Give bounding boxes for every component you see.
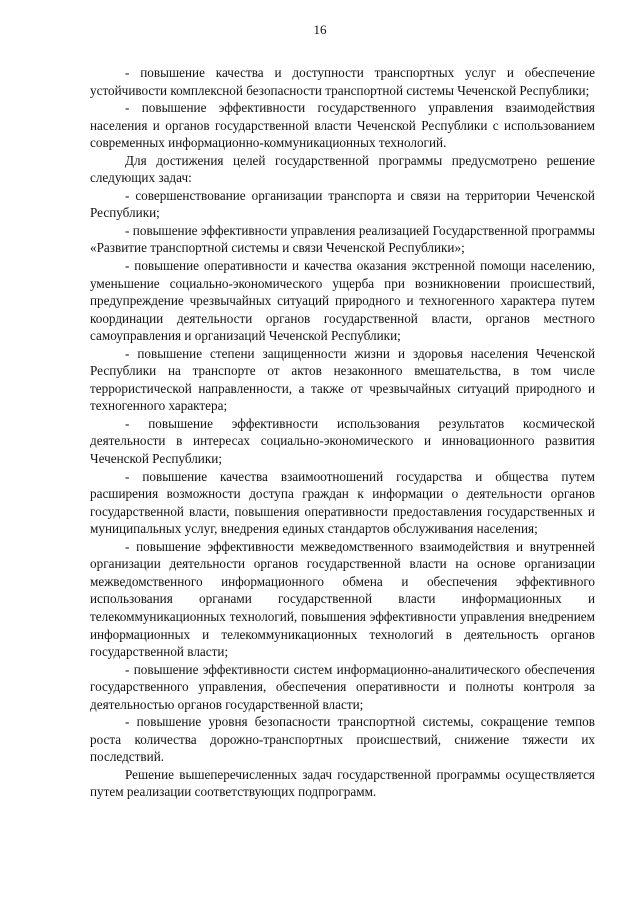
paragraph: - повышение оперативности и качества оказания экстренной помощи населению, уменьшение социально-экономического ущерба при возникновении происшествий, предупреждение чрезвычайных ситуаций природного и техногенного характера путем координации деятельности органов государственной власти, органов местного самоуправления и организаций Чеченской Республики; <box>90 258 595 344</box>
paragraph: - повышение степени защищенности жизни и здоровья населения Чеченской Республики на транспорте от актов незаконного вмешательства, в том числе террористической направленности, а также от чрезвычайных ситуаций природного и техногенного характера; <box>90 345 595 414</box>
paragraph: - повышение эффективности межведомственного взаимодействия и внутренней организации деятельности органов государственной власти на основе организации межведомственного информационного обмена и обеспечения эффективного использования органами государственной власти информационных и телекоммуникационных технологий, повышения эффективности управления внедрением информационных и телекоммуникационных технологий в деятельность органов государственной власти; <box>90 538 595 660</box>
paragraph: Решение вышеперечисленных задач государственной программы осуществляется путем реализации соответствующих подпрограмм. <box>90 766 595 800</box>
paragraph: - повышение эффективности государственного управления взаимодействия населения и органов государственной власти Чеченской Республики с использованием современных информационно-коммуникационных технологий. <box>90 100 595 151</box>
page-number: 16 <box>313 22 327 37</box>
paragraph: - повышение качества взаимоотношений государства и общества путем расширения возможности доступа граждан к информации о деятельности органов государственной власти, повышения оперативности предоставления государственных и муниципальных услуг, внедрения единых стандартов обслуживания населения; <box>90 468 595 537</box>
paragraph: - повышение эффективности управления реализацией Государственной программы «Развитие транспортной системы и связи Чеченской Республики»; <box>90 222 595 256</box>
paragraph: - повышение уровня безопасности транспортной системы, сокращение темпов роста количества дорожно-транспортных происшествий, снижение тяжести их последствий. <box>90 714 595 765</box>
paragraph: Для достижения целей государственной программы предусмотрено решение следующих задач: <box>90 152 595 186</box>
paragraph: - повышение эффективности использования результатов космической деятельности в интересах социально-экономического и инновационного развития Чеченской Республики; <box>90 415 595 467</box>
paragraph: - повышение эффективности систем информационно-аналитического обеспечения государственного управления, обеспечения оперативности и полноты контроля за деятельностью органов государственной власти; <box>90 661 595 712</box>
document-body <box>90 64 595 801</box>
paragraph: - совершенствование организации транспорта и связи на территории Чеченской Республики; <box>90 187 595 221</box>
paragraph: - повышение качества и доступности транспортных услуг и обеспечение устойчивости комплексной безопасности транспортной системы Чеченской Республики; <box>90 65 595 98</box>
